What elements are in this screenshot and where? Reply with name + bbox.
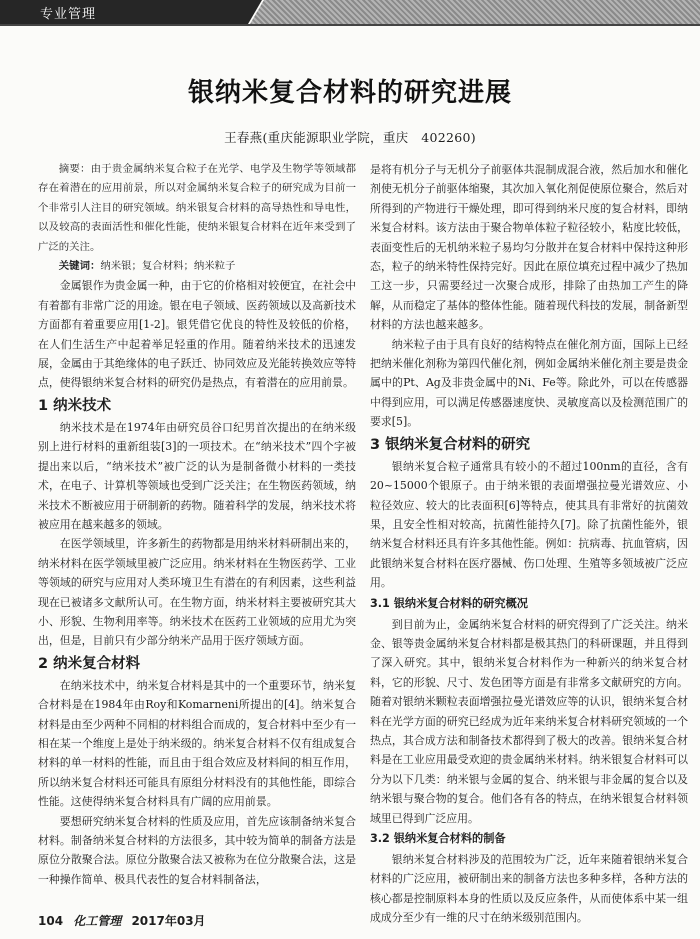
- continued-paragraph: 是将有机分子与无机分子前驱体共混制成混合液，然后加水和催化剂使无机分子前驱体缩聚，其次加入氧化剂促使原位聚合，然后对所得到的产物进行干燥处理，即可得到纳米尺度的复合材料，即纳米复合材料。该方法由于聚合物单体粒子粒径较小，粘度比较低，表面变性后的无机纳米粒子易均匀分散并在复合材料中保持这种形态，粒子的纳米特性保持完好。因此在原位填充过程中减少了热加工这一步，只需要经过一次聚合成形，排除了由热加工产生的降解，从而稳定了基体的整体性能。随着现代科技的发展，制备新型材料的方法也越来越多。: [370, 163, 688, 332]
- left-column: [38, 160, 356, 889]
- right-column: [370, 160, 688, 928]
- keywords-text: 纳米银；复合材料；纳米粒子: [100, 260, 236, 273]
- section-2-paragraph: 要想研究纳米复合材料的性质及应用，首先应该制备纳米复合材料。制备纳米复合材料的方法很多，其中较为简单的制备方法是原位分散聚合法。原位分散聚合法又被称为在位分散聚合法，这是一种操作简单、极具代表性的复合材料制备法，: [38, 814, 356, 886]
- section-3-2-heading: 3.2 银纳米复合材料的制备: [370, 832, 506, 845]
- abstract: 摘要：由于贵金属纳米复合粒子在光学、电学及生物学等领域都存在着潜在的应用前景，所以对金属纳米复合粒子的研究成为目前一个非常引人注目的研究领域。纳米银复合材料的高导热性和导电性，以及较高的表面活性和催化性能，使纳米银复合材料在近年来受到了广泛的关注。: [38, 163, 356, 253]
- page-number: 104: [38, 914, 64, 928]
- keywords-label: 关键词：: [58, 260, 101, 273]
- page-footer: [38, 912, 212, 929]
- section-banner: [0, 0, 700, 24]
- journal-name: 化工管理: [73, 914, 122, 928]
- section-2-heading: 2 纳米复合材料: [38, 655, 141, 672]
- author-line: 王春燕(重庆能源职业学院，重庆 402260): [224, 130, 476, 145]
- banner-rule: [0, 24, 700, 26]
- section-label: 专业管理: [40, 7, 97, 22]
- article-title: 银纳米复合材料的研究进展: [187, 78, 512, 108]
- keywords: [38, 257, 356, 276]
- issue-date: 2017年03月: [131, 914, 206, 928]
- section-3-2-paragraph: 银纳米复合材料涉及的范围较为广泛，近年来随着银纳米复合材料的广泛应用，被研制出来的制备方法也多种多样，各种方法的核心都是控制原料本身的性质以及反应条件，从而使体系中某一组成成分至少有一维的尺寸在纳米级别范围内。: [370, 853, 688, 925]
- section-3-1-heading: 3.1 银纳米复合材料的研究概况: [370, 596, 528, 610]
- section-3-1-paragraph: 到目前为止，金属纳米复合材料的研究得到了广泛关注。纳米金、银等贵金属纳米复合材料都是极其热门的科研课题，并且得到了深入研究。其中，银纳米复合材料作为一种新兴的纳米复合材料，它的形貌、尺寸、发色团等方面是有非常多文献研究的方向。随着对银纳米颗粒表面增强拉曼光谱效应等的认识，银纳米复合材料在光学方面的研究已经成为近年来纳米复合材料研究领域的一个热点，其合成方法和制备技术都得到了极大的改善。银纳米复合材料是在工业应用最受欢迎的贵金属纳米材料。纳米银复合材料可以分为以下几类：纳米银与金属的复合、纳米银与非金属的复合以及纳米银与聚合物的复合。他们各有各的特点，在纳米银复合材料领域里已得到广泛应用。: [370, 617, 688, 825]
- section-1-paragraph: 纳米技术是在1974年由研究员谷口纪男首次提出的在纳米级别上进行材料的重新组装[3]的一项技术。在“纳米技术”四个字被提出来以后，“纳米技术”被广泛的认为是制备微小材料的一类技术，在电子、计算机等领域也受到广泛关注；在生物医药领域，纳米技术不断被应用于研制新的药物。随着科学的发展，纳米技术将被应用在越来越多的领域。: [38, 420, 356, 531]
- banner-hatched-strip: [250, 0, 700, 24]
- catalyst-paragraph: 纳米粒子由于具有良好的结构特点在催化剂方面，国际上已经把纳米催化剂称为第四代催化剂，例如金属纳米催化剂主要是贵金属中的Pt、Ag及非贵金属中的Ni、Fe等。除此外，可以在传感器中得到应用，可以满足传感器速度快、灵敏度高以及检测范围广的要求[5]。: [370, 337, 688, 429]
- section-3-heading: 3 银纳米复合材料的研究: [370, 436, 531, 453]
- section-2-paragraph: 在纳米技术中，纳米复合材料是其中的一个重要环节，纳米复合材料是在1984年由Roy和Komarneni所提出的[4]。纳米复合材料是由至少两种不同相的材料组合而成的，复合材料中至少有一相在某一个维度上是处于纳米级的。纳米复合材料不仅有组成复合材料的单一材料的性能，而且由于组合效应及材料间的相互作用，所以纳米复合材料还可能具有原组分材料没有的其他性能，即综合性能。这使得纳米复合材料具有广阔的应用前景。: [38, 678, 356, 809]
- intro-paragraph: 金属银作为贵金属一种，由于它的价格相对较便宜，在社会中有着都有非常广泛的用途。银在电子领域、医药领域以及高新技术方面都有着重要应用[1-2]。银凭借它优良的特性及较低的价格，在人们生活生产中起着举足轻重的作用。随着纳米技术的迅速发展，金属由于其绝缘体的电子跃迁、协同效应及光能转换效应等特点，使得银纳米复合材料的研究仍是热点，有着潜在的应用前景。: [38, 279, 356, 390]
- section-1-heading: 1 纳米技术: [38, 397, 112, 414]
- section-3-paragraph: 银纳米复合粒子通常具有较小的不超过100nm的直径，含有20~15000个银原子。由于纳米银的表面增强拉曼光谱效应、小粒径效应、较大的比表面积[6]等特点，使其具有非常好的抗菌效果，且安全性相对较高，抗菌性能持久[7]。除了抗菌性能外，银纳米复合材料还具有许多其他性能。例如：抗病毒、抗血管病，因此银纳米复合材料在医疗器械、伤口处理、生殖等多领域被广泛应用。: [370, 459, 688, 590]
- section-1-paragraph: 在医学领域里，许多新生的药物都是用纳米材料研制出来的，纳米材料在医学领域里被广泛应用。纳米材料在生物医药学、工业等领域的研究与应用对人类环境卫生有潜在的有利因素，这些利益现在已被诸多文献所认可。在生物方面，纳米材料主要被研究其大小、形貌、生物利用率等。纳米技术在医药工业领域的应用尤为突出，但是，目前只有少部分纳米产品用于医疗领域方面。: [38, 537, 356, 648]
